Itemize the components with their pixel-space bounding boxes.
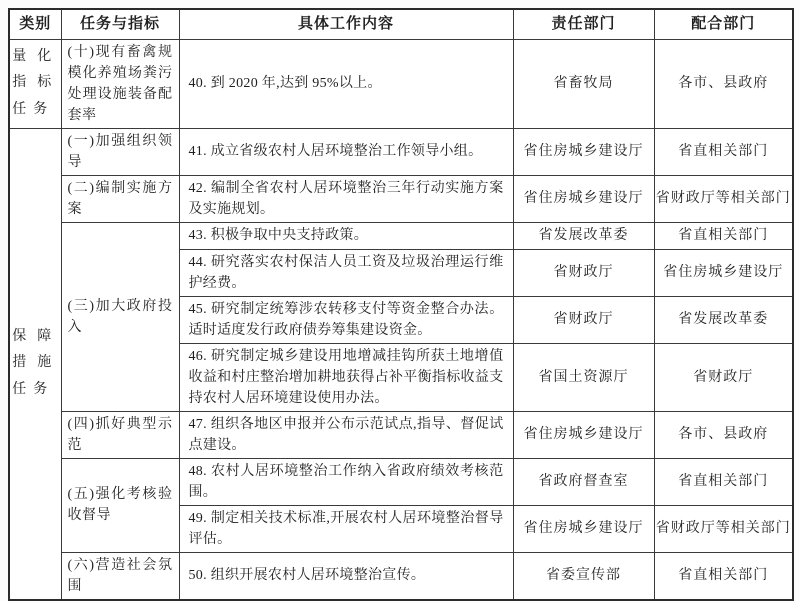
cell-cooperating-dept: 省直相关部门 xyxy=(654,222,793,249)
cell-responsible-dept: 省住房城乡建设厅 xyxy=(513,411,654,458)
cell-responsible-dept: 省政府督查室 xyxy=(513,458,654,505)
cell-work-content: 45. 研究制定统筹涉农转移支付等资金整合办法。适时适度发行政府债券筹集建设资金。 xyxy=(179,296,513,343)
table-row xyxy=(9,175,793,222)
cell-cooperating-dept: 省发展改革委 xyxy=(654,296,793,343)
header-responsible: 责任部门 xyxy=(513,9,654,39)
table-row xyxy=(9,128,793,175)
cell-work-content: 40. 到 2020 年,达到 95%以上。 xyxy=(179,39,513,128)
cell-cooperating-dept: 省住房城乡建设厅 xyxy=(654,249,793,296)
cell-work-content: 41. 成立省级农村人居环境整治工作领导小组。 xyxy=(179,128,513,175)
cell-responsible-dept: 省发展改革委 xyxy=(513,222,654,249)
cell-responsible-dept: 省委宣传部 xyxy=(513,552,654,600)
cell-responsible-dept: 省畜牧局 xyxy=(513,39,654,128)
header-row xyxy=(9,9,793,39)
cell-work-content: 43. 积极争取中央支持政策。 xyxy=(179,222,513,249)
header-cooperating: 配合部门 xyxy=(654,9,793,39)
cell-responsible-dept: 省财政厅 xyxy=(513,249,654,296)
cell-category-support xyxy=(9,128,61,600)
cell-task: (四)抓好典型示范 xyxy=(61,411,179,458)
cell-work-content: 50. 组织开展农村人居环境整治宣传。 xyxy=(179,552,513,600)
cell-cooperating-dept: 省财政厅 xyxy=(654,343,793,411)
table-row xyxy=(9,222,793,249)
table-row xyxy=(9,411,793,458)
cell-responsible-dept: 省国土资源厅 xyxy=(513,343,654,411)
cell-task: (一)加强组织领导 xyxy=(61,128,179,175)
cell-cooperating-dept: 省直相关部门 xyxy=(654,552,793,600)
header-content: 具体工作内容 xyxy=(179,9,513,39)
header-task: 任务与指标 xyxy=(61,9,179,39)
category-label: 保障措施任务 xyxy=(12,328,59,397)
category-label: 量化指标任务 xyxy=(12,48,59,117)
cell-task: (五)强化考核验收督导 xyxy=(61,458,179,552)
table-row xyxy=(9,458,793,505)
cell-work-content: 49. 制定相关技术标准,开展农村人居环境整治督导评估。 xyxy=(179,505,513,552)
cell-cooperating-dept: 省直相关部门 xyxy=(654,128,793,175)
cell-task: (六)营造社会氛围 xyxy=(61,552,179,600)
cell-cooperating-dept: 各市、县政府 xyxy=(654,411,793,458)
cell-work-content: 44. 研究落实农村保洁人员工资及垃圾治理运行维护经费。 xyxy=(179,249,513,296)
cell-task: (十)现有畜禽规模化养殖场粪污处理设施装备配套率 xyxy=(61,39,179,128)
cell-cooperating-dept: 省直相关部门 xyxy=(654,458,793,505)
work-tasks-table xyxy=(8,8,794,601)
cell-cooperating-dept: 省财政厅等相关部门 xyxy=(654,175,793,222)
cell-work-content: 46. 研究制定城乡建设用地增减挂钩所获土地增值收益和村庄整治增加耕地获得占补平衡指标收益支持农村人居环境建设使用办法。 xyxy=(179,343,513,411)
cell-task: (二)编制实施方案 xyxy=(61,175,179,222)
cell-responsible-dept: 省住房城乡建设厅 xyxy=(513,128,654,175)
cell-cooperating-dept: 省财政厅等相关部门 xyxy=(654,505,793,552)
table-row xyxy=(9,552,793,600)
cell-category-quant xyxy=(9,39,61,128)
cell-responsible-dept: 省财政厅 xyxy=(513,296,654,343)
cell-cooperating-dept: 各市、县政府 xyxy=(654,39,793,128)
cell-responsible-dept: 省住房城乡建设厅 xyxy=(513,505,654,552)
header-category: 类别 xyxy=(9,9,61,39)
cell-work-content: 48. 农村人居环境整治工作纳入省政府绩效考核范围。 xyxy=(179,458,513,505)
cell-task: (三)加大政府投入 xyxy=(61,222,179,411)
cell-work-content: 47. 组织各地区申报并公布示范试点,指导、督促试点建设。 xyxy=(179,411,513,458)
cell-work-content: 42. 编制全省农村人居环境整治三年行动实施方案及实施规划。 xyxy=(179,175,513,222)
table-row xyxy=(9,39,793,128)
cell-responsible-dept: 省住房城乡建设厅 xyxy=(513,175,654,222)
